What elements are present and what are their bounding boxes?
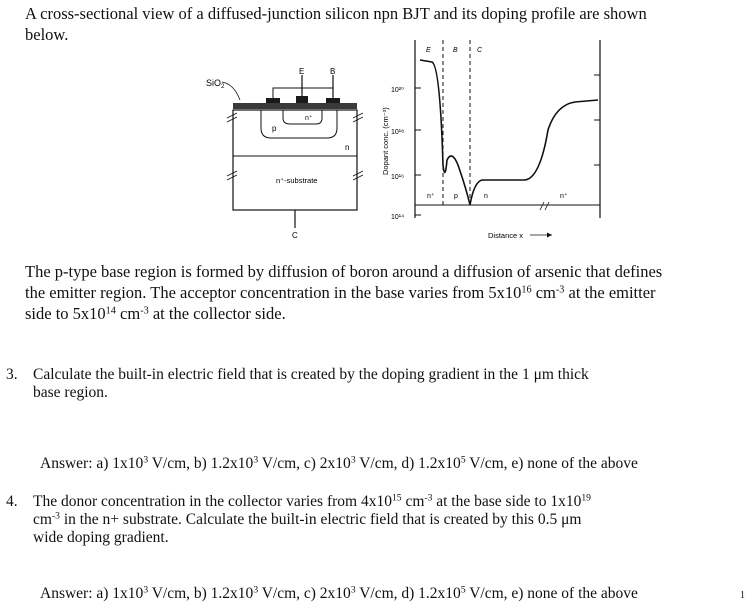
region-label-base: p — [454, 193, 458, 200]
base-terminal-label: B — [330, 67, 336, 76]
region-label-collector: n — [484, 193, 488, 200]
paragraph-line-2: the emitter region. The acceptor concentration in the base varies from $5x10^{16}$ $cm^{-3}$ at the emitter — [25, 283, 656, 302]
emitter-region-label: n⁺ — [305, 115, 313, 122]
description-paragraph — [25, 261, 747, 324]
doping-profile-chart — [381, 40, 600, 240]
base-contact-left — [266, 98, 280, 103]
tick-label-1e20: 10²⁰ — [391, 87, 404, 94]
cross-section-diagram — [206, 67, 363, 240]
oxide-pointer — [222, 82, 240, 100]
oxide-label: SiO$_2$ — [206, 78, 225, 90]
profile-label-b: B — [453, 47, 458, 54]
intro-line-1: A cross-sectional view of a diffused-junction silicon npn BJT and its doping profile are shown — [25, 4, 647, 23]
page-mark: 1 — [740, 590, 745, 601]
collector-terminal-label: C — [292, 231, 298, 240]
collector-region-label: n — [345, 143, 350, 152]
doping-profile-curve — [420, 60, 598, 205]
paragraph-line-3: side to $5x10^{14}$ $cm^{-3}$ at the collector side. — [25, 304, 286, 323]
device-outline — [233, 110, 357, 210]
emitter-terminal-label: E — [299, 67, 305, 76]
question-4-number: 4. — [6, 493, 18, 510]
base-region-label: p — [272, 124, 277, 133]
question-3-text: Calculate the built-in electric field that is created by the doping gradient in the 1 μm thick base region. — [33, 366, 589, 401]
profile-label-c: C — [477, 47, 483, 54]
substrate-label: n⁺-substrate — [276, 176, 318, 185]
region-label-substrate: n⁺ — [560, 193, 568, 200]
profile-label-e: E — [426, 47, 431, 54]
intro-line-2: below. — [25, 25, 69, 44]
emitter-contact — [296, 96, 308, 103]
bjt-figure — [0, 0, 752, 250]
paragraph-line-1: The p-type base region is formed by diffusion of boron around a diffusion of arsenic that defines — [25, 262, 663, 281]
break-mark-left — [227, 113, 237, 122]
profile-y-label: Dopant conc. (cm⁻³) — [381, 107, 390, 175]
break-mark-left-2 — [227, 171, 237, 180]
break-mark-right-2 — [353, 171, 363, 180]
tick-label-1e18: 10¹⁸ — [391, 129, 405, 136]
emitter-well — [283, 110, 322, 124]
question-4-text: The donor concentration in the collector varies from $4x10^{15}$ $cm^{-3}$ at the base side to $1x10^{19}$ $cm^{-3}$ in the n+ substrate. Calculate the built-in electric field that is created by this 0.5 μm wide doping gradient. — [33, 492, 591, 546]
region-label-emitter: n⁺ — [427, 193, 435, 200]
break-mark-right — [353, 113, 363, 122]
tick-label-1e14: 10¹⁴ — [391, 214, 405, 221]
profile-x-label: Distance x — [488, 231, 524, 240]
x-axis-break — [540, 202, 549, 210]
question-3-number: 3. — [6, 366, 18, 383]
answer-3-options: Answer: a) $1x10^3$ V/cm, b) $1.2x10^3$ V/cm, c) $2x10^3$ V/cm, d) $1.2x10^5$ V/cm, e) none of the above — [40, 454, 638, 472]
tick-label-1e16: 10¹⁶ — [391, 174, 404, 181]
x-arrow-head — [547, 233, 552, 238]
base-contact-right — [326, 98, 340, 103]
answer-4-options: Answer: a) $1x10^3$ V/cm, b) $1.2x10^3$ V/cm, c) $2x10^3$ V/cm, d) $1.2x10^5$ V/cm, e) none of the above — [40, 584, 638, 602]
oxide-layer — [233, 103, 357, 109]
